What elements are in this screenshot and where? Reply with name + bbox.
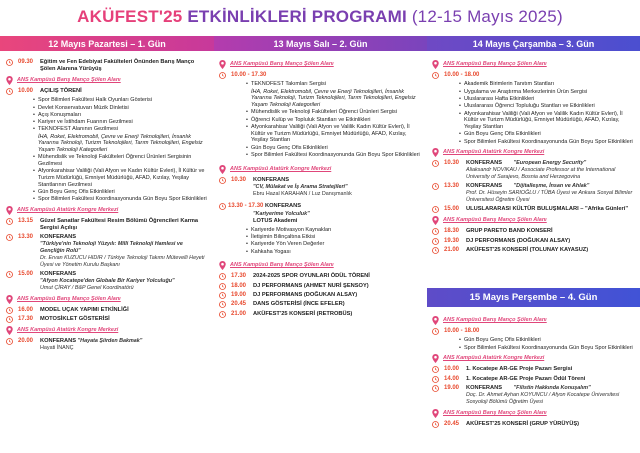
event-topic: "European Energy Security" <box>513 160 587 167</box>
event-time: 20.45 <box>444 420 460 427</box>
event-title <box>228 203 310 224</box>
event-items <box>432 337 636 351</box>
clock-icon <box>219 301 226 308</box>
location-pin-icon <box>432 216 439 225</box>
location-pin-icon <box>219 261 226 270</box>
location-text: ANS Kampüsü Atatürk Kongre Merkezi <box>17 327 119 334</box>
page-title <box>0 7 640 27</box>
event <box>219 301 421 308</box>
list-item: • Devlet Konservatuvarı Müzik Dinletisi <box>33 105 208 112</box>
event-time: 10.30 <box>444 160 460 167</box>
clock-icon <box>432 206 439 213</box>
location-text: ANS Kampüsü Atatürk Kongre Merkezi <box>17 207 119 214</box>
location-label <box>432 216 636 225</box>
list-item: • TEKNOFEST Takımları Sergisi <box>246 81 421 88</box>
event-topic: "Dijitalleşme, İnsan ve Ahlak" <box>513 183 590 190</box>
list-item: • TEKNOFEST Alanının Gezilmesi <box>33 126 208 133</box>
event <box>219 283 421 290</box>
event <box>6 88 208 95</box>
event <box>6 271 208 292</box>
event-title: AKÜFEST'25 KONSERİ (RETROBÜS) <box>253 310 353 317</box>
event-speaker: LOTUS Akademi <box>253 217 298 224</box>
event-title: DJ PERFORMANS (DOĞUKAN ALSAY) <box>466 237 571 244</box>
location-label <box>6 326 208 335</box>
location-label <box>219 60 421 69</box>
list-item: • Afyonkarahisar Valiliği (Vali Afyon ve Valilik Kadın Kültür Evleri), İl Kültür ve Turizm Müdürlüğü, Emniyet Müdürlüğü, AFAD, Kızılay, Yeşilay Stantları <box>459 111 636 131</box>
event-speaker: Aliaksandr NOVIKAU / Associate Professor at the International University of Sarajevo, Bosnia and Herzegovina <box>466 167 616 181</box>
clock-icon <box>432 183 439 190</box>
event-type: KONFERANS <box>466 160 503 167</box>
clock-icon <box>219 283 226 290</box>
location-text: ANS Kampüsü Atatürk Kongre Merkezi <box>443 355 545 362</box>
event-speaker: Hayati İNANÇ <box>40 345 74 352</box>
clock-icon <box>6 271 13 278</box>
clock-icon <box>432 160 439 167</box>
event-speaker: Dr. Ervan KUZUCU HIDIR / Türkiye Teknoloji Takımı Mütevelli Heyeti Üyesi ve Yönetim Kurulu Başkanı <box>40 254 205 268</box>
event-title <box>466 385 636 406</box>
event <box>6 218 208 232</box>
event-title: AKÜFEST'25 KONSERİ (TOLUNAY KAYASUZ) <box>466 246 589 253</box>
list-item: • Kariyer ve İstihdam Fuarının Gezilmesi <box>33 119 208 126</box>
event-title: DJ PERFORMANS (DOĞUKAN ALSAY) <box>253 291 358 298</box>
event <box>219 292 421 299</box>
event-title: DJ PERFORMANS (AHMET NURİ ŞENSOY) <box>253 282 369 289</box>
event-time: 15.00 <box>18 270 34 277</box>
event-time: 19.30 <box>444 237 460 244</box>
list-item: • Uluslararası Öğrenci Topluluğu Stantları ve Etkinlikleri <box>459 103 636 110</box>
event-title: GRUP PARETO BAND KONSERİ <box>466 228 553 235</box>
event-topic: "Afyon Kocatepe'den Globale Bir Kariyer Yolculuğu" <box>40 277 175 284</box>
clock-icon <box>432 238 439 245</box>
clock-icon <box>6 234 13 241</box>
event-time: 10.00 <box>18 87 34 94</box>
event <box>432 247 636 254</box>
list-item: • Gün Boyu Genç Ofis Etkinlikleri <box>33 189 208 196</box>
location-pin-icon <box>6 326 13 335</box>
event <box>6 234 208 269</box>
location-label <box>6 76 208 85</box>
location-pin-icon <box>219 165 226 174</box>
list-item: • Spor Bilimleri Fakültesi Koordinasyonunda Gün Boyu Spor Etkinlikleri <box>459 139 636 146</box>
clock-icon <box>6 338 13 345</box>
list-item: • Afyonkarahisar Valiliği (Vali Afyon ve Kadın Kültür Evleri), İl Kültür ve Turizm Müdürlüğü, Emniyet Müdürlüğü, AFAD, Kızılay, Yeşilay Stantlarının Gezilmesi <box>33 168 208 188</box>
clock-icon <box>219 311 226 318</box>
day-2-column <box>219 57 421 320</box>
event-time: 13.30 <box>18 234 34 241</box>
event <box>432 366 636 373</box>
event-topic: "Kariyerime Yolculuk" <box>253 210 310 217</box>
list-item: • Afyonkarahisar Valiliği (Vali Afyon ve Valilik Kadın Kültür Evleri), İl Kültür ve Turizm Müdürlüğü, Emniyet Müdürlüğü, AFAD, Kızılay, Yeşilay Stantları <box>246 124 421 144</box>
event-title <box>466 183 636 204</box>
location-text: ANS Kampüsü Barış Manço Şölen Alanı <box>443 317 547 324</box>
event-time: 09.30 <box>18 59 34 65</box>
event <box>6 338 208 352</box>
event <box>6 59 208 73</box>
clock-icon <box>219 203 226 210</box>
event-title: DANS GÖSTERİSİ (İNCE EFELER) <box>253 301 345 308</box>
title-brand: AKÜFEST'25 <box>77 7 183 26</box>
event-topic: "Türkiye'nin Teknoloji Yüzyılı: Milli Teknoloji Hamlesi ve Gençliğin Rolü" <box>40 240 183 254</box>
location-pin-icon <box>6 295 13 304</box>
event-title: 2024-2025 SPOR OYUNLARI ÖDÜL TÖRENİ <box>253 273 370 280</box>
event-items <box>6 97 208 203</box>
list-item: • Akademik Birimlerin Tanıtım Stantları <box>459 81 636 88</box>
list-item: • Gün Boyu Genç Ofis Etkinlikleri <box>459 337 636 344</box>
day-header-4: 15 Mayıs Perşembe – 4. Gün <box>427 288 640 307</box>
clock-icon <box>6 316 13 323</box>
list-item: • Uluslararası Hafta Etkinlikleri <box>459 96 636 103</box>
event-title <box>40 338 142 352</box>
event <box>6 316 208 323</box>
event-time: 21.00 <box>444 246 460 253</box>
event-topic: "CV, Mülakat ve İş Arama Stratejileri" <box>253 183 348 190</box>
list-item: • Uygulama ve Araştırma Merkezlerinin Ürün Sergisi <box>459 89 636 96</box>
location-text: ANS Kampüsü Barış Manço Şölen Alanı <box>17 77 121 84</box>
day-1-column <box>6 57 208 354</box>
location-text: ANS Kampüsü Barış Manço Şölen Alanı <box>443 61 547 68</box>
location-label <box>6 206 208 215</box>
list-item: • İletişimin Bilinçaltına Etkisi <box>246 234 421 241</box>
event-title: AKÜFEST'25 KONSERİ (GRUP YÜRÜYÜŞ) <box>466 420 580 427</box>
event-title: MOTOSİKLET GÖSTERİSİ <box>40 315 110 322</box>
event-time: 21.00 <box>231 310 247 317</box>
event-title: Eğitim ve Fen Edebiyat Fakülteleri Önünden Barış Manço Şölen Alanına Yürüyüş <box>40 59 195 72</box>
clock-icon <box>6 59 13 66</box>
clock-icon <box>6 218 13 225</box>
location-pin-icon <box>432 316 439 325</box>
location-pin-icon <box>219 60 226 69</box>
clock-icon <box>432 385 439 392</box>
event-time: 10.00 - 17.30 <box>231 72 267 78</box>
event <box>219 177 421 198</box>
title-dates: (12-15 Mayıs 2025) <box>411 7 563 26</box>
event <box>6 307 208 314</box>
event-time: 10.00 - 18.00 <box>444 72 480 78</box>
clock-icon <box>432 376 439 383</box>
clock-icon <box>432 328 439 335</box>
event <box>432 328 636 335</box>
list-item: • Spor Bilimleri Fakültesi Koordinasyonunda Gün Boyu Spor Etkinlikleri <box>33 196 208 203</box>
location-pin-icon <box>432 148 439 157</box>
day-header-2: 13 Mayıs Salı – 2. Gün <box>214 36 427 51</box>
event-items <box>219 81 421 158</box>
location-pin-icon <box>432 354 439 363</box>
list-item: • Spor Bilimleri Fakültesi Halk Oyunları Gösterisi <box>33 97 208 104</box>
location-text: ANS Kampüsü Barış Manço Şölen Alanı <box>443 217 547 224</box>
event-title <box>40 234 208 269</box>
event-items <box>432 81 636 145</box>
event-time: 18.30 <box>444 228 460 235</box>
event-time: 13.30 <box>444 183 460 190</box>
location-text: ANS Kampüsü Barış Manço Şölen Alanı <box>443 409 547 416</box>
event-title: AÇILIŞ TÖRENİ <box>40 87 82 94</box>
event-title <box>40 271 175 292</box>
event-items <box>219 227 421 256</box>
event-time: 19.00 <box>231 291 247 298</box>
location-label <box>6 295 208 304</box>
location-text: ANS Kampüsü Barış Manço Şölen Alanı <box>230 262 334 269</box>
clock-icon <box>432 366 439 373</box>
event-type: KONFERANS <box>40 270 77 277</box>
location-text: ANS Kampüsü Barış Manço Şölen Alanı <box>17 295 121 302</box>
event-type: KONFERANS <box>264 203 301 210</box>
event-type: KONFERANS <box>40 234 77 241</box>
clock-icon <box>432 421 439 428</box>
event-type: KONFERANS <box>40 338 77 345</box>
event-title: 1. Kocatepe AR-GE Proje Pazarı Sergisi <box>466 366 573 373</box>
clock-icon <box>432 72 439 79</box>
list-item: • Mühendislik ve Teknoloji Fakülteleri Öğrenci Ürünleri Sergisi <box>246 109 421 116</box>
event <box>219 311 421 318</box>
event-type: KONFERANS <box>466 384 503 391</box>
clock-icon <box>219 72 226 79</box>
location-text: ANS Kampüsü Atatürk Kongre Merkezi <box>443 149 545 156</box>
event <box>432 385 636 406</box>
clock-icon <box>6 307 13 314</box>
event <box>432 376 636 383</box>
clock-icon <box>219 273 226 280</box>
location-text: ANS Kampüsü Atatürk Kongre Merkezi <box>230 165 332 172</box>
event-time: 20.00 <box>18 338 34 345</box>
event-speaker: Prof. Dr. Hüseyin SARIOĞLU / TÜBA Üyesi ve Ankara Sosyal Bilimler Üniversitesi Öğretim Üyesi <box>466 190 633 203</box>
event-time: 10.00 <box>444 366 460 373</box>
list-item: • Mühendislik ve Teknoloji Fakülteleri Öğrenci Ürünleri Sergisinin Gezilmesi <box>33 154 208 167</box>
location-pin-icon <box>6 206 13 215</box>
location-label <box>432 60 636 69</box>
event-topic: "Hayata Şiirden Bakmak" <box>77 338 143 345</box>
event <box>432 421 636 428</box>
location-label <box>432 409 636 418</box>
event-time: 18.00 <box>231 282 247 289</box>
location-pin-icon <box>6 76 13 85</box>
event <box>219 203 421 224</box>
event <box>432 228 636 235</box>
clock-icon <box>432 228 439 235</box>
event <box>432 238 636 245</box>
list-subtext: İHA, Roket, Elektromobil, Çevre ve Enerji Teknolojileri, İnsanlık Yararına Teknoloji, Turizm Teknolojileri, Tarım Teknolojileri, Engelsiz Yaşam Teknoloji Kategorileri <box>38 133 203 154</box>
title-main: ETKİNLİKLERİ PROGRAMI <box>187 7 407 26</box>
event-time: 17.30 <box>18 315 34 322</box>
event-title <box>466 160 636 181</box>
event-title: Güzel Sanatlar Fakültesi Resim Bölümü Öğrencileri Karma Sergisi Açılışı <box>40 218 199 232</box>
event <box>432 72 636 79</box>
location-label <box>432 354 636 363</box>
event-type: KONFERANS <box>466 183 503 190</box>
event-title <box>253 177 352 198</box>
event-time: 20.45 <box>231 301 247 308</box>
event-speaker: Umut ÇİRAY / B&P Genel Koordinatörü <box>40 284 134 291</box>
location-text: ANS Kampüsü Barış Manço Şölen Alanı <box>230 61 334 68</box>
day-header-1: 12 Mayıs Pazartesi – 1. Gün <box>0 36 214 51</box>
event <box>432 160 636 181</box>
event-time: 10.30 <box>231 176 247 183</box>
location-label <box>432 148 636 157</box>
event-time: 10.00 - 18.00 <box>444 328 480 334</box>
event <box>432 206 636 213</box>
list-item: • Öğrenci Kulüp ve Topluluk Stantları ve Etkinlikleri <box>246 117 421 124</box>
list-subtext: İHA, Roket, Elektromobil, Çevre ve Enerji Teknolojileri, İnsanlık Yararına Teknoloji, Turizm Teknolojileri, Tarım Teknolojileri, Engelsiz Yaşam Teknoloji Kategorileri <box>251 88 416 109</box>
event <box>219 72 421 79</box>
event-time: 17.30 <box>231 273 247 280</box>
location-label <box>432 316 636 325</box>
clock-icon <box>432 247 439 254</box>
event-time: 13.15 <box>18 218 34 225</box>
day-3-column <box>432 57 636 256</box>
location-label <box>219 165 421 174</box>
location-pin-icon <box>432 60 439 69</box>
location-label <box>219 261 421 270</box>
event-topic: "Filistin Hakkında Konuşalım" <box>513 384 591 391</box>
clock-icon <box>219 292 226 299</box>
event-type: KONFERANS <box>253 176 290 183</box>
event-title: ULUSLARARASI KÜLTÜR BULUŞMALARI – "Afrika Günleri" <box>466 205 629 212</box>
list-item: • Kariyerde Motivasyon Kaynakları <box>246 227 421 234</box>
clock-icon <box>6 88 13 95</box>
event-title: MODEL UÇAK YAPIMI ETKİNLİĞİ <box>40 306 129 313</box>
event-time: 16.00 <box>18 306 34 313</box>
location-pin-icon <box>432 409 439 418</box>
list-item: • Gün Boyu Genç Ofis Etkinlikleri <box>246 145 421 152</box>
list-item: • Spor Bilimleri Fakültesi Koordinasyonunda Gün Boyu Spor Etkinlikleri <box>246 152 421 159</box>
event-time: 13.30 - 17.30 <box>228 203 264 210</box>
event <box>219 273 421 280</box>
event-time: 15.00 <box>444 205 460 212</box>
event-title: 1. Kocatepe AR-GE Proje Pazarı Ödül Töreni <box>466 375 586 382</box>
event-speaker: Ebru Hazal KARAHAN / Luz Danışmanlık <box>253 190 352 197</box>
day-header-3: 14 Mayıs Çarşamba – 3. Gün <box>427 36 640 51</box>
event-time: 14.00 <box>444 375 460 382</box>
list-item: • Kahkaha Yogası <box>246 249 421 256</box>
event-time: 19.00 <box>444 384 460 391</box>
list-item: • Gün Boyu Genç Ofis Etkinlikleri <box>459 131 636 138</box>
clock-icon <box>219 177 226 184</box>
list-item: • Kariyerde Yön Veren Değerler <box>246 241 421 248</box>
list-item: • Açış Konuşmaları <box>33 112 208 119</box>
event <box>432 183 636 204</box>
list-item: • Spor Bilimleri Fakültesi Koordinasyonunda Gün Boyu Spor Etkinlikleri <box>459 345 636 352</box>
day-4-column <box>432 313 636 430</box>
event-speaker: Doç. Dr. Ahmet Ayhan KOYUNCU / Afyon Kocatepe Üniversitesi Sosyoloji Bölümü Öğretim Üyesi <box>466 391 620 405</box>
